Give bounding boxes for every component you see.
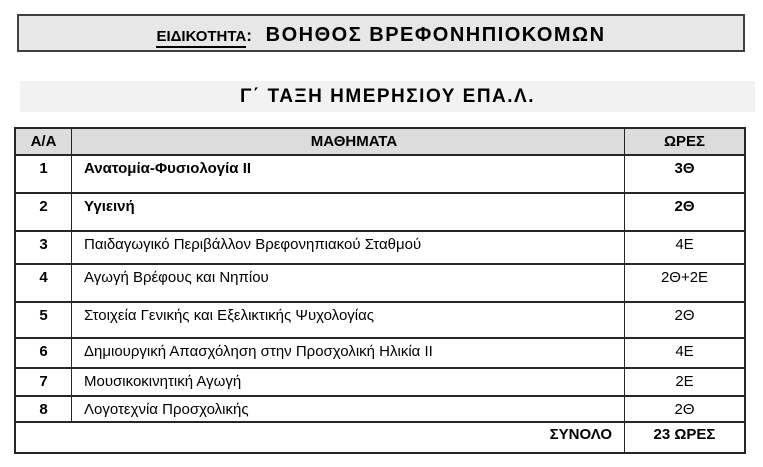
total-label-cell: ΣΥΝΟΛΟ [16, 423, 625, 452]
header-cell-hours: ΩΡΕΣ [663, 133, 706, 150]
table-row [16, 367, 744, 395]
table-row [16, 395, 744, 421]
row-number-cell: 3 [39, 236, 48, 253]
row-number-cell: 4 [39, 269, 48, 286]
subject-cell: Στοιχεία Γενικής και Εξελικτικής Ψυχολογίας [71, 303, 625, 337]
total-row [16, 421, 744, 452]
row-number-cell: 6 [39, 343, 48, 360]
hours-cell: 2Θ [674, 307, 695, 324]
hours-cell: 4Ε [675, 343, 694, 360]
row-number-cell: 1 [39, 160, 48, 177]
hours-cell: 2Ε [675, 373, 694, 390]
curriculum-table [14, 127, 746, 454]
header-cell-num: Α/Α [30, 133, 57, 150]
table-row [16, 263, 744, 301]
class-title: Γ΄ ΤΑΞΗ ΗΜΕΡΗΣΙΟΥ ΕΠΑ.Λ. [20, 81, 755, 112]
specialty-label: ΕΙΔΙΚΟΤΗΤΑ [156, 28, 246, 48]
subject-cell: Μουσικοκινητική Αγωγή [71, 369, 625, 395]
table-row [16, 154, 744, 192]
subject-cell: Ανατομία-Φυσιολογία ΙΙ [71, 156, 625, 192]
row-number-cell: 5 [39, 307, 48, 324]
row-number-cell: 7 [39, 373, 48, 390]
row-number-cell: 8 [39, 401, 48, 418]
hours-cell: 3Θ [674, 160, 695, 177]
subject-cell: Παιδαγωγικό Περιβάλλον Βρεφονηπιακού Σταθμού [71, 232, 625, 263]
hours-cell: 2Θ+2Ε [660, 269, 709, 286]
row-number-cell: 2 [39, 198, 48, 215]
specialty-colon: : [246, 26, 257, 45]
subject-cell: Δημιουργική Απασχόληση στην Προσχολική Ηλικία ΙΙ [71, 339, 625, 367]
table-row [16, 301, 744, 337]
subject-cell: Υγιεινή [71, 194, 625, 230]
table-row [16, 337, 744, 367]
table-row [16, 192, 744, 230]
header-cell-subjects: ΜΑΘΗΜΑΤΑ [71, 129, 625, 154]
table-header-row [16, 129, 744, 154]
specialty-value: ΒΟΗΘΟΣ ΒΡΕΦΟΝΗΠΙΟΚΟΜΩΝ [265, 24, 606, 46]
specialty-banner [17, 14, 745, 52]
hours-cell: 4Ε [675, 236, 694, 253]
subject-cell: Λογοτεχνία Προσχολικής [71, 397, 625, 421]
table-row [16, 230, 744, 263]
subject-cell: Αγωγή Βρέφους και Νηπίου [71, 265, 625, 301]
hours-cell: 2Θ [674, 198, 695, 215]
total-hours-cell: 23 ΩΡΕΣ [653, 426, 716, 443]
hours-cell: 2Θ [674, 401, 695, 418]
